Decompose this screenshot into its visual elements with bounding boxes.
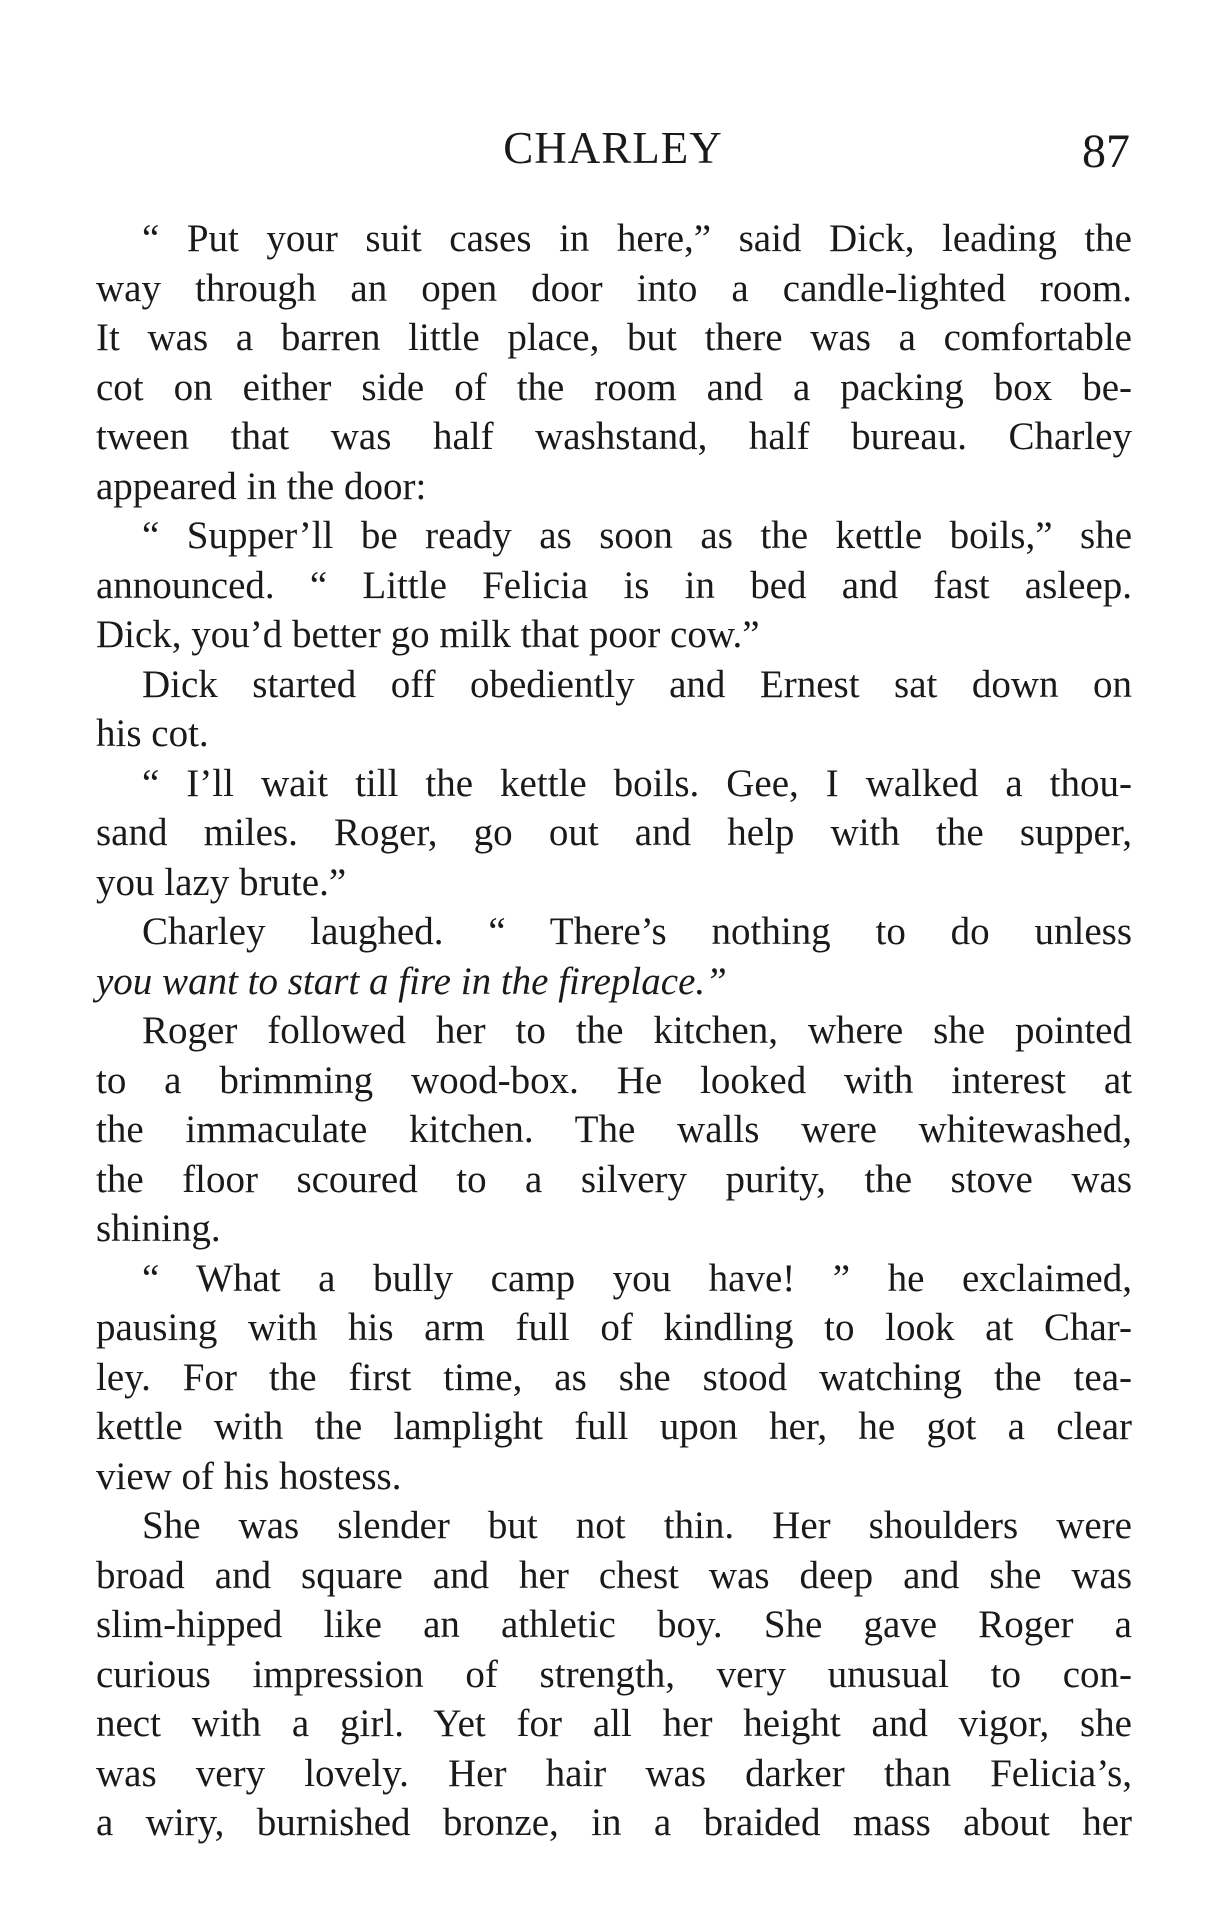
text-line: way through an open door into a candle-lighted room.	[96, 266, 1132, 310]
text-line: a wiry, burnished bronze, in a braided mass about her	[96, 1801, 1132, 1844]
text-line: “ Put your suit cases in here,” said Dick, leading the	[142, 217, 1132, 260]
text-line: Charley laughed. “ There’s nothing to do unless	[142, 910, 1132, 953]
text-line: pausing with his arm full of kindling to look at Char-	[96, 1306, 1132, 1349]
text-line: “ What a bully camp you have! ” he exclaimed,	[142, 1256, 1132, 1300]
text-line: sand miles. Roger, go out and help with the supper,	[96, 811, 1132, 854]
text-line: nect with a girl. Yet for all her height and vigor, she	[96, 1702, 1132, 1745]
text-line: kettle with the lamplight full upon her, he got a clear	[96, 1405, 1132, 1448]
text-line: “ I’ll wait till the kettle boils. Gee, I walked a thou-	[142, 761, 1132, 805]
chapter-title: CHARLEY	[503, 123, 723, 173]
page-number: 87	[1082, 125, 1130, 178]
text-line: Roger followed her to the kitchen, where she pointed	[142, 1009, 1132, 1052]
text-line: curious impression of strength, very unusual to con-	[96, 1652, 1132, 1696]
text-line: appeared in the door:	[96, 464, 427, 508]
text-line: shining.	[96, 1207, 221, 1250]
text-line: was very lovely. Her hair was darker than Felicia’s,	[96, 1751, 1132, 1795]
text-line: Dick, you’d better go milk that poor cow.”	[96, 613, 760, 656]
text-line: his cot.	[96, 712, 209, 755]
text-line: Dick started off obediently and Ernest sat down on	[142, 662, 1132, 706]
text-line: the floor scoured to a silvery purity, the stove was	[96, 1157, 1132, 1201]
text-line: “ Supper’ll be ready as soon as the kettle boils,” she	[142, 514, 1132, 557]
body-text	[96, 214, 1132, 1848]
text-line: the immaculate kitchen. The walls were whitewashed,	[96, 1108, 1132, 1151]
text-line: It was a barren little place, but there was a comfortable	[96, 316, 1132, 359]
text-line: She was slender but not thin. Her shoulders were	[142, 1504, 1132, 1547]
text-line: you want to start a fire in the fireplace.”	[96, 959, 727, 1003]
text-line: tween that was half washstand, half bureau. Charley	[96, 415, 1132, 458]
text-line: broad and square and her chest was deep and she was	[96, 1553, 1132, 1597]
text-line: ley. For the first time, as she stood watching the tea-	[96, 1355, 1132, 1399]
text-line: slim-hipped like an athletic boy. She gave Roger a	[96, 1603, 1132, 1646]
text-line: announced. “ Little Felicia is in bed and fast asleep.	[96, 563, 1132, 607]
running-head	[96, 118, 1130, 178]
text-line: view of his hostess.	[96, 1454, 402, 1498]
text-line: you lazy brute.”	[96, 860, 347, 904]
text-line: to a brimming wood-box. He looked with interest at	[96, 1058, 1132, 1102]
text-line: cot on either side of the room and a packing box be-	[96, 365, 1132, 409]
